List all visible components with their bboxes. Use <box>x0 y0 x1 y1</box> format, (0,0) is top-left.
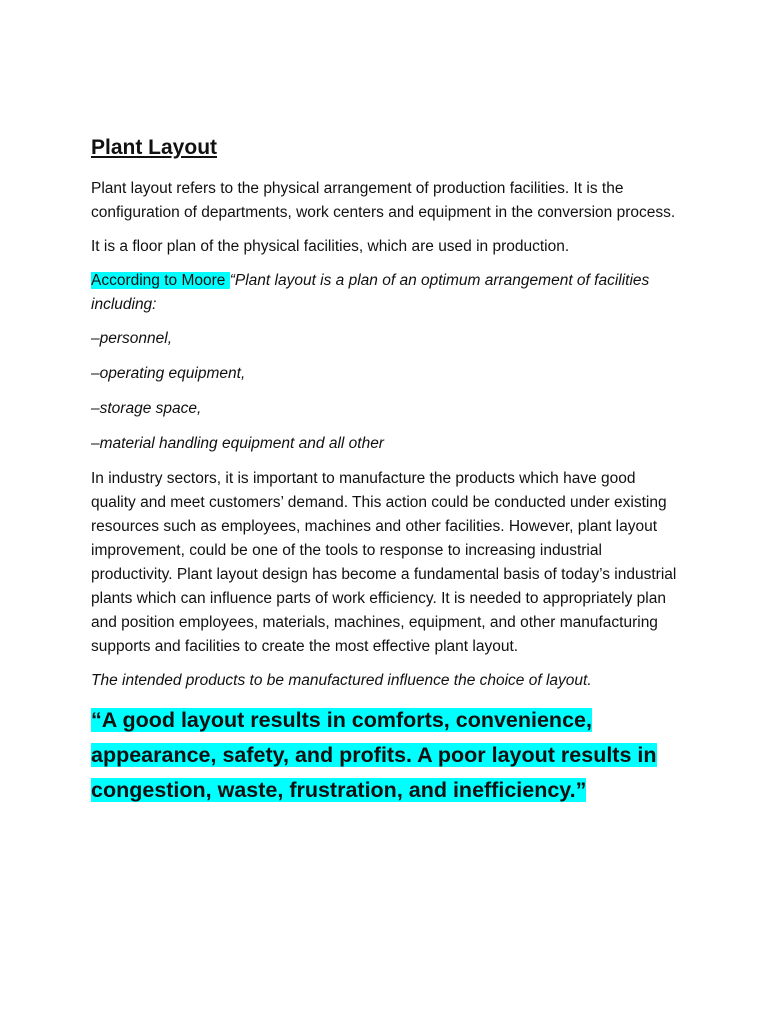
italic-note: The intended products to be manufactured influence the choice of layout. <box>91 672 592 689</box>
industry-paragraph: In industry sectors, it is important to manufacture the products which have good quality and meet customers’ demand. This action could be conducted under existing resources such as employees, machines and other facilities. However, plant layout improvement, could be one of the tools to response to increasing industrial productivity. Plant layout design has become a fundamental basis of today’s industrial plants which can influence parts of work efficiency. It is needed to appropriately plan and position employees, materials, machines, equipment, and other manufacturing supports and facilities to create the most effective plant layout. <box>91 470 677 655</box>
moore-highlight: According to Moore <box>91 272 230 289</box>
moore-quote: “Plant layout is a plan of an optimum arrangement of facilities including: <box>91 272 650 313</box>
list-item-operating-equipment: –operating equipment, <box>91 365 246 382</box>
definition-paragraph: Plant layout refers to the physical arrangement of production facilities. It is the configuration of departments, work centers and equipment in the conversion process. <box>91 180 676 221</box>
document-body <box>91 133 681 808</box>
list-item-material-handling: –material handling equipment and all other <box>91 435 384 452</box>
closing-quote <box>91 703 681 808</box>
closing-quote-text: “A good layout results in comforts, convenience, appearance, safety, and profits. A poor layout results in congestion, waste, frustration, and inefficiency.” <box>91 708 657 802</box>
page-title: Plant Layout <box>91 136 218 159</box>
moore-definition <box>91 269 681 317</box>
floor-plan-paragraph: It is a floor plan of the physical facilities, which are used in production. <box>91 238 570 255</box>
list-item-personnel: –personnel, <box>91 330 173 347</box>
list-item-storage-space: –storage space, <box>91 400 202 417</box>
